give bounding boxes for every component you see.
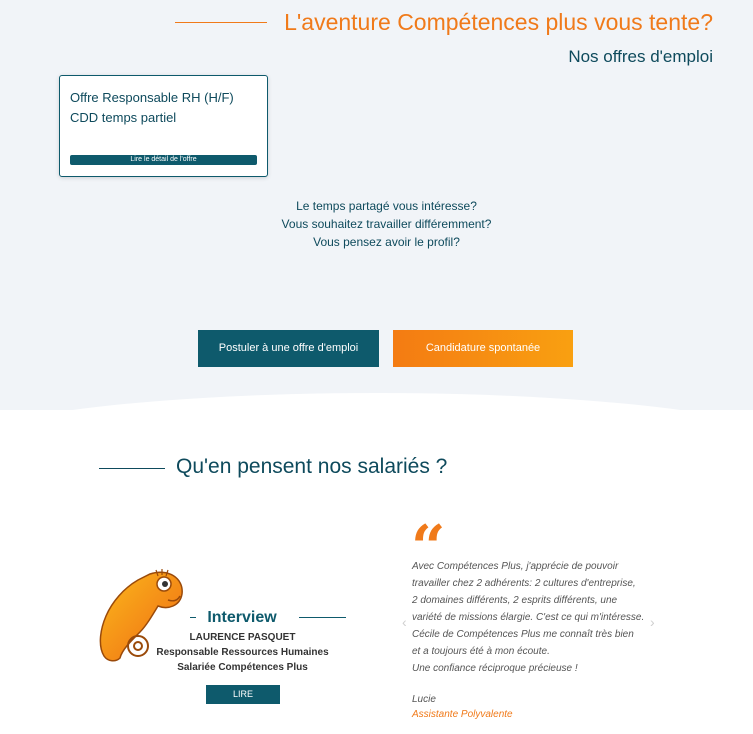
testimonial-line: et a toujours été à mon écoute.	[412, 646, 550, 657]
interview-title: Interview	[207, 609, 277, 626]
chevron-right-icon[interactable]: ›	[650, 614, 655, 630]
interviewee-company: Salariée Compétences Plus	[177, 662, 308, 673]
testimonial-line: 2 domaines différents, 2 esprits différents, une	[412, 595, 618, 606]
quote-icon: “	[411, 513, 446, 583]
interviewee-name: LAURENCE PASQUET	[189, 632, 296, 643]
testimonial-line: Avec Compétences Plus, j'apprécie de pouvoir	[412, 561, 619, 572]
job-offer-card[interactable]	[59, 75, 268, 177]
testimonial-line: variété de missions élargie. C'est ce qui m'intéresse.	[412, 612, 645, 623]
interviewee-role: Responsable Ressources Humaines	[156, 647, 329, 658]
testimonial-line: Une confiance réciproque précieuse !	[412, 663, 578, 674]
testimonial-author: Lucie	[412, 694, 436, 705]
question-line: Vous pensez avoir le profil?	[313, 235, 460, 249]
question-line: Le temps partagé vous intéresse?	[296, 199, 477, 213]
hero-decorative-line	[175, 22, 267, 23]
interview-decorative-line-right	[299, 617, 346, 618]
chevron-left-icon[interactable]: ‹	[402, 614, 407, 630]
job-offer-title-line2: CDD temps partiel	[70, 110, 177, 125]
hero-title: L'aventure Compétences plus vous tente?	[284, 9, 713, 35]
read-interview-button[interactable]: LIRE	[206, 685, 280, 704]
testimonial-line: Cécile de Compétences Plus me connaît très bien	[412, 629, 634, 640]
job-offer-title	[70, 88, 234, 128]
job-offers-subtitle: Nos offres d'emploi	[568, 47, 713, 66]
testimonial-text	[412, 558, 657, 677]
spontaneous-application-button[interactable]: Candidature spontanée	[393, 330, 573, 367]
question-line: Vous souhaitez travailler différemment?	[281, 217, 492, 231]
section-decorative-line	[99, 468, 165, 469]
job-offer-detail-button[interactable]: Lire le détail de l'offre	[70, 155, 257, 165]
apply-job-button[interactable]: Postuler à une offre d'emploi	[198, 330, 379, 367]
testimonial-line: travailler chez 2 adhérents: 2 cultures d'entreprise,	[412, 578, 636, 589]
testimonials-section-title: Qu'en pensent nos salariés ?	[176, 455, 448, 478]
job-offer-title-line1: Offre Responsable RH (H/F)	[70, 90, 234, 105]
testimonial-author-role: Assistante Polyvalente	[412, 709, 513, 720]
